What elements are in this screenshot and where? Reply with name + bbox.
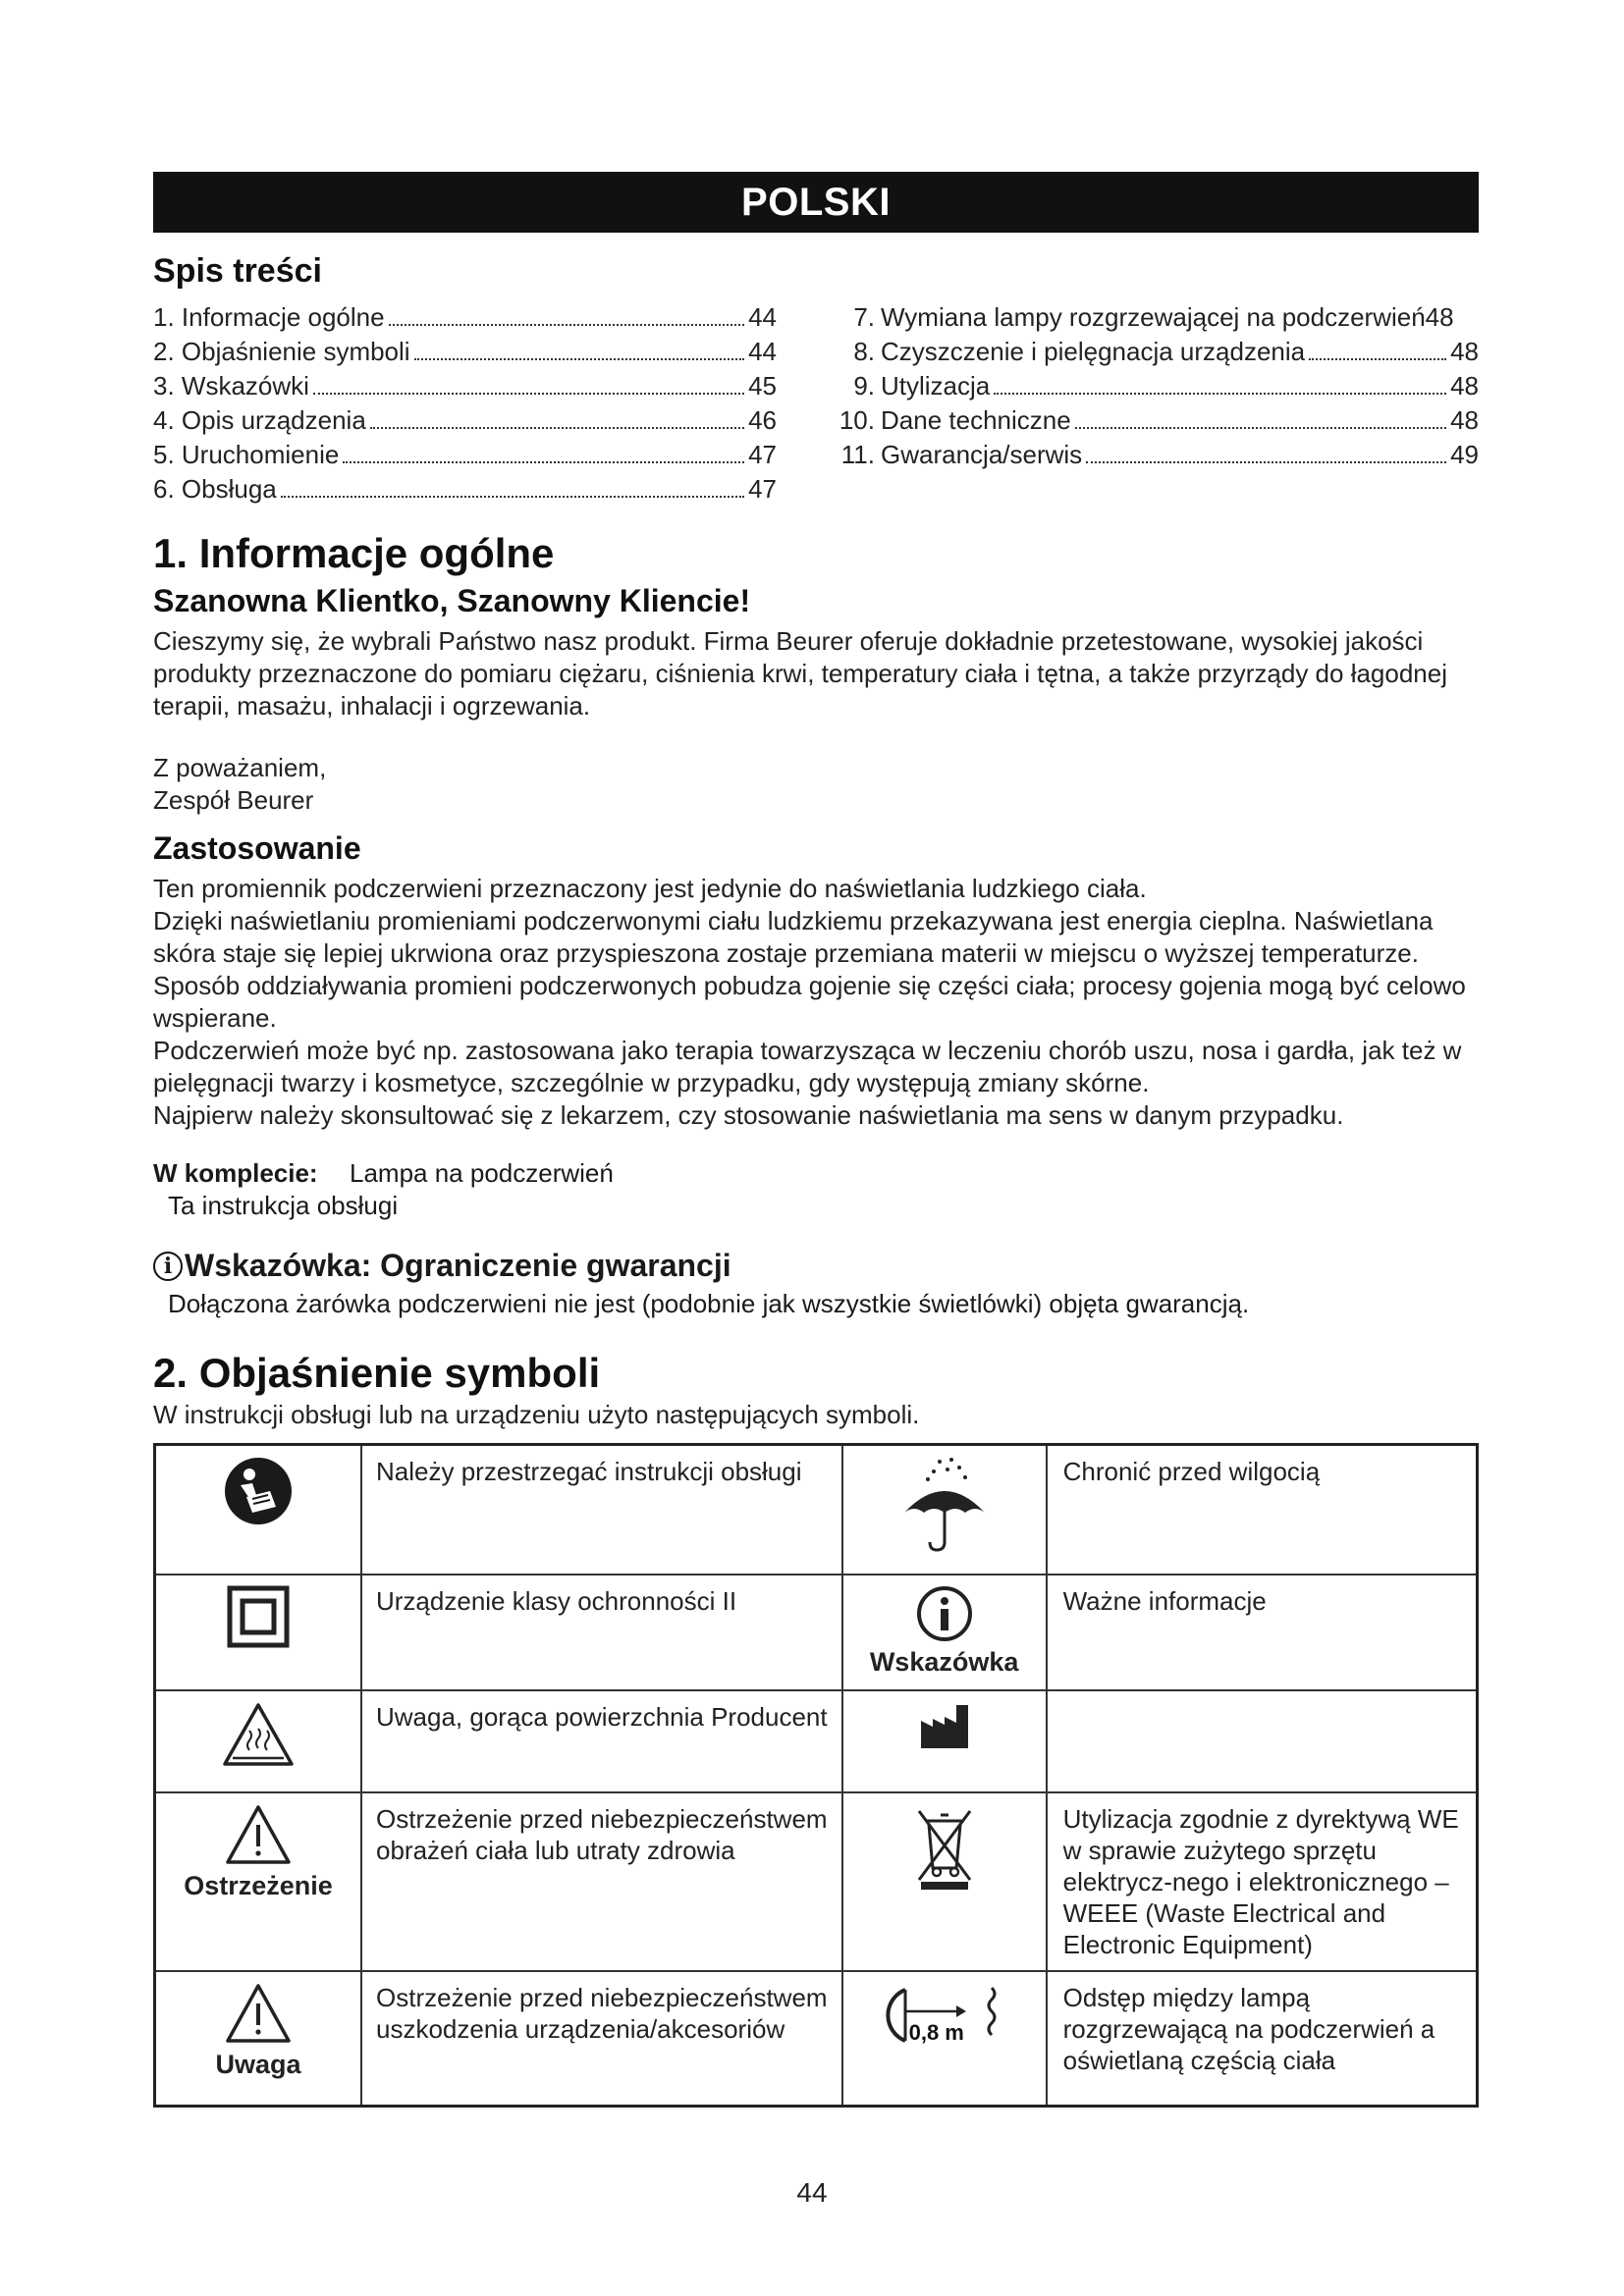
symbols-table	[153, 1443, 1479, 2108]
distance-icon	[876, 1982, 1013, 2051]
table-row	[155, 1445, 1478, 1575]
symbol-description: Chronić przed wilgocią	[1047, 1445, 1478, 1575]
table-row	[155, 1690, 1478, 1792]
toc-item: 4. Opis urządzenia 46	[153, 405, 777, 435]
manufacturer-icon	[917, 1701, 972, 1750]
toc-right-column	[836, 300, 1479, 507]
use-paragraph-4: Najpierw należy skonsultować się z lekarzem, czy stosowanie naświetlania ma sens w danym przypadku.	[153, 1100, 1344, 1130]
info-icon: i	[153, 1252, 183, 1281]
team-signature: Zespół Beurer	[153, 785, 314, 815]
kit-item: Ta instrukcja obsługi	[168, 1191, 399, 1220]
toc-title: Spis treści	[153, 252, 322, 290]
symbol-description	[1047, 1690, 1478, 1792]
info-icon	[916, 1585, 973, 1642]
symbol-description: Odstęp między lampą rozgrzewającą na podczerwień a oświetlaną częścią ciała	[1047, 1971, 1478, 2107]
use-paragraph-1: Ten promiennik podczerwieni przeznaczony jest jedynie do naświetlania ludzkiego ciała.	[153, 874, 1147, 903]
read-manual-icon	[223, 1456, 294, 1526]
toc-item: 5. Uruchomienie 47	[153, 440, 777, 469]
use-paragraph-2: Dzięki naświetlaniu promieniami podczerwonymi ciału ludzkiemu przekazywana jest energia cieplna. Naświetlana skóra staje się lepiej ukrwiona oraz przyspieszona zostaje przemiana materii w miejscu o wyższej temperaturze. Sposób oddziaływania promieni podczerwonych pobudza gojenie się części ciała; procesy gojenia mogą być celowo wspierane.	[153, 906, 1466, 1033]
toc-item: 2. Objaśnienie symboli 44	[153, 337, 777, 366]
toc-item: 10. Dane techniczne 48	[839, 405, 1479, 435]
distance-value: 0,8 m	[908, 2019, 964, 2045]
kit-item: Lampa na podczerwień	[350, 1158, 614, 1188]
regards-line: Z poważaniem,	[153, 753, 327, 782]
toc-item: 11. Gwarancja/serwis 49	[840, 440, 1479, 469]
symbol-description: Urządzenie klasy ochronności II	[361, 1575, 842, 1690]
page-number: 44	[796, 2177, 828, 2208]
toc-item: 6. Obsługa 47	[153, 474, 777, 504]
kit-contents	[153, 1157, 1479, 1190]
caution-icon	[224, 1982, 293, 2045]
intro-paragraph: Cieszymy się, że wybrali Państwo nasz produkt. Firma Beurer oferuje dokładnie przetestowane, wysokiej jakości produkty przeznaczone do pomiaru ciężaru, ciśnienia krwi, temperatury ciała i tętna, a także przyrządy do łagodnej terapii, masażu, inhalacji i ogrzewania.	[153, 626, 1448, 721]
warning-icon	[224, 1803, 293, 1866]
symbol-description: Ostrzeżenie przed niebezpieczeństwem uszkodzenia urządzenia/akcesoriów	[361, 1971, 842, 2107]
table-row	[155, 1971, 1478, 2107]
symbol-description: Należy przestrzegać instrukcji obsługi	[361, 1445, 842, 1575]
hot-surface-icon	[221, 1701, 296, 1768]
symbol-label: Uwaga	[215, 2049, 301, 2079]
toc-item: 7. Wymiana lampy rozgrzewającej na podczerwień 48	[853, 302, 1454, 332]
symbol-description: Utylizacja zgodnie z dyrektywą WE w sprawie zużytego sprzętu elektrycz-nego i elektronicznego – WEEE (Waste Electrical and Electronic Equipment)	[1047, 1792, 1478, 1971]
toc-item: 9. Utylizacja 48	[853, 371, 1479, 400]
toc-item: 1. Informacje ogólne 44	[153, 302, 777, 332]
symbol-description: Ważne informacje	[1047, 1575, 1478, 1690]
table-of-contents	[153, 300, 1479, 507]
note-heading	[153, 1248, 1479, 1284]
symbols-intro: W instrukcji obsługi lub na urządzeniu użyto następujących symboli.	[153, 1400, 920, 1429]
toc-left-column	[153, 300, 777, 507]
symbol-description: Ostrzeżenie przed niebezpieczeństwem obrażeń ciała lub utraty zdrowia	[361, 1792, 842, 1971]
use-paragraph-3: Podczerwień może być np. zastosowana jako terapia towarzysząca w leczeniu chorób uszu, nosa i gardła, jak też w pielęgnacji twarzy i kosmetyce, szczególnie w przypadku, gdy występują zmiany skórne.	[153, 1036, 1462, 1097]
use-heading: Zastosowanie	[153, 830, 361, 866]
note-text: Dołączona żarówka podczerwieni nie jest (podobnie jak wszystkie świetlówki) objęta gwarancją.	[168, 1289, 1250, 1318]
section-1-title: 1. Informacje ogólne	[153, 530, 555, 576]
class-ii-icon	[227, 1585, 290, 1648]
weee-icon	[913, 1803, 976, 1892]
toc-item: 8. Czyszczenie i pielęgnacja urządzenia 48	[853, 337, 1479, 366]
toc-item: 3. Wskazówki 45	[153, 371, 777, 400]
kit-label: W komplecie:	[153, 1158, 318, 1188]
umbrella-icon	[900, 1456, 989, 1554]
note-title-text: Wskazówka: Ograniczenie gwarancji	[185, 1248, 731, 1283]
table-row	[155, 1575, 1478, 1690]
language-header: POLSKI	[153, 172, 1479, 233]
manual-page	[153, 172, 1479, 2108]
symbol-description: Uwaga, gorąca powierzchnia Producent	[361, 1690, 842, 1792]
symbol-label: Wskazówka	[869, 1646, 1019, 1677]
symbol-label: Ostrzeżenie	[184, 1870, 333, 1900]
section-2-title: 2. Objaśnienie symboli	[153, 1350, 601, 1396]
table-row	[155, 1792, 1478, 1971]
greeting-heading: Szanowna Klientko, Szanowny Kliencie!	[153, 583, 751, 618]
